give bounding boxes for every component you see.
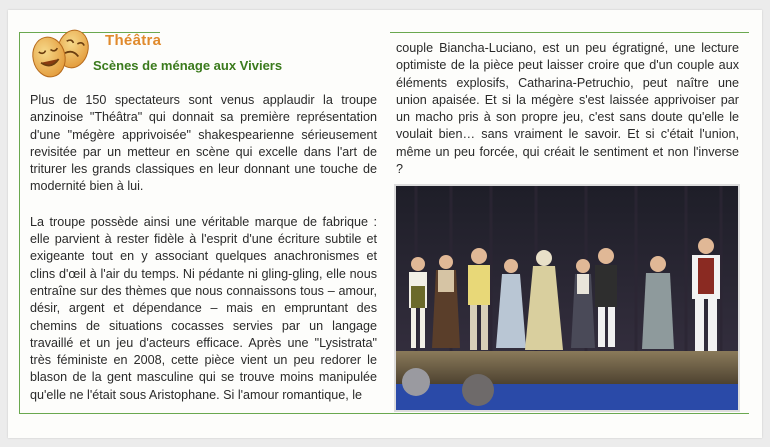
article-column-left	[30, 92, 377, 404]
stage-photo	[394, 184, 740, 412]
article-column-right	[396, 40, 739, 178]
article-paragraph: La troupe possède ainsi une véritable marque de fabrique : elle parvient à rester fidèle à l'esprit d'une écriture subtile et exigeante tout en y associant quelques anachronismes et clins d'œil à l'air du temps. Ni pédante ni gling-gling, elle nous entraîne sur des thèmes que nous connaissons tous – amour, désir, argent et dépendance – mais en empruntant des chemins de situations cocasses servies par un langage travaillé et un jeu d'acteurs efficace. Après une "Lysistrata" très féministe en 2008, cette pièce vient un peu redorer le blason de la gent masculine qui se trouve moins manipulée qu'elle ne l'était sous Aristophane. Si l'amour romantique, le	[30, 214, 377, 402]
article-paragraph: Plus de 150 spectateurs sont venus applaudir la troupe anzinoise "Théâtra" qui donnait sa première représentation d'une "mégère apprivoisée" shakespearienne sérieusement revisitée par un metteur en scène qui excelle dans l'art de triturer les grands classiques en leur donnant une touche de modernité bien à lui.	[30, 93, 377, 194]
article-paragraph: couple Biancha-Luciano, est un peu égratigné, une lecture optimiste de la pièce peut laisser croire que d'un couple aux éléments explosifs, Catharina-Petruchio, peut naître une union apaisée. Et si la mégère s'est laissée apprivoiser par un macho pris à son propre jeu, c'est sans doute qu'elle le voulait bien… sans vraiment le savoir. Et si c'était l'union, même un peu forcée, qui créait le sentiment et non l'inverse ?	[396, 41, 739, 177]
theatre-masks-icon	[27, 25, 97, 81]
section-label: Théâtra	[105, 32, 162, 49]
article-headline: Scènes de ménage aux Viviers	[93, 58, 283, 73]
